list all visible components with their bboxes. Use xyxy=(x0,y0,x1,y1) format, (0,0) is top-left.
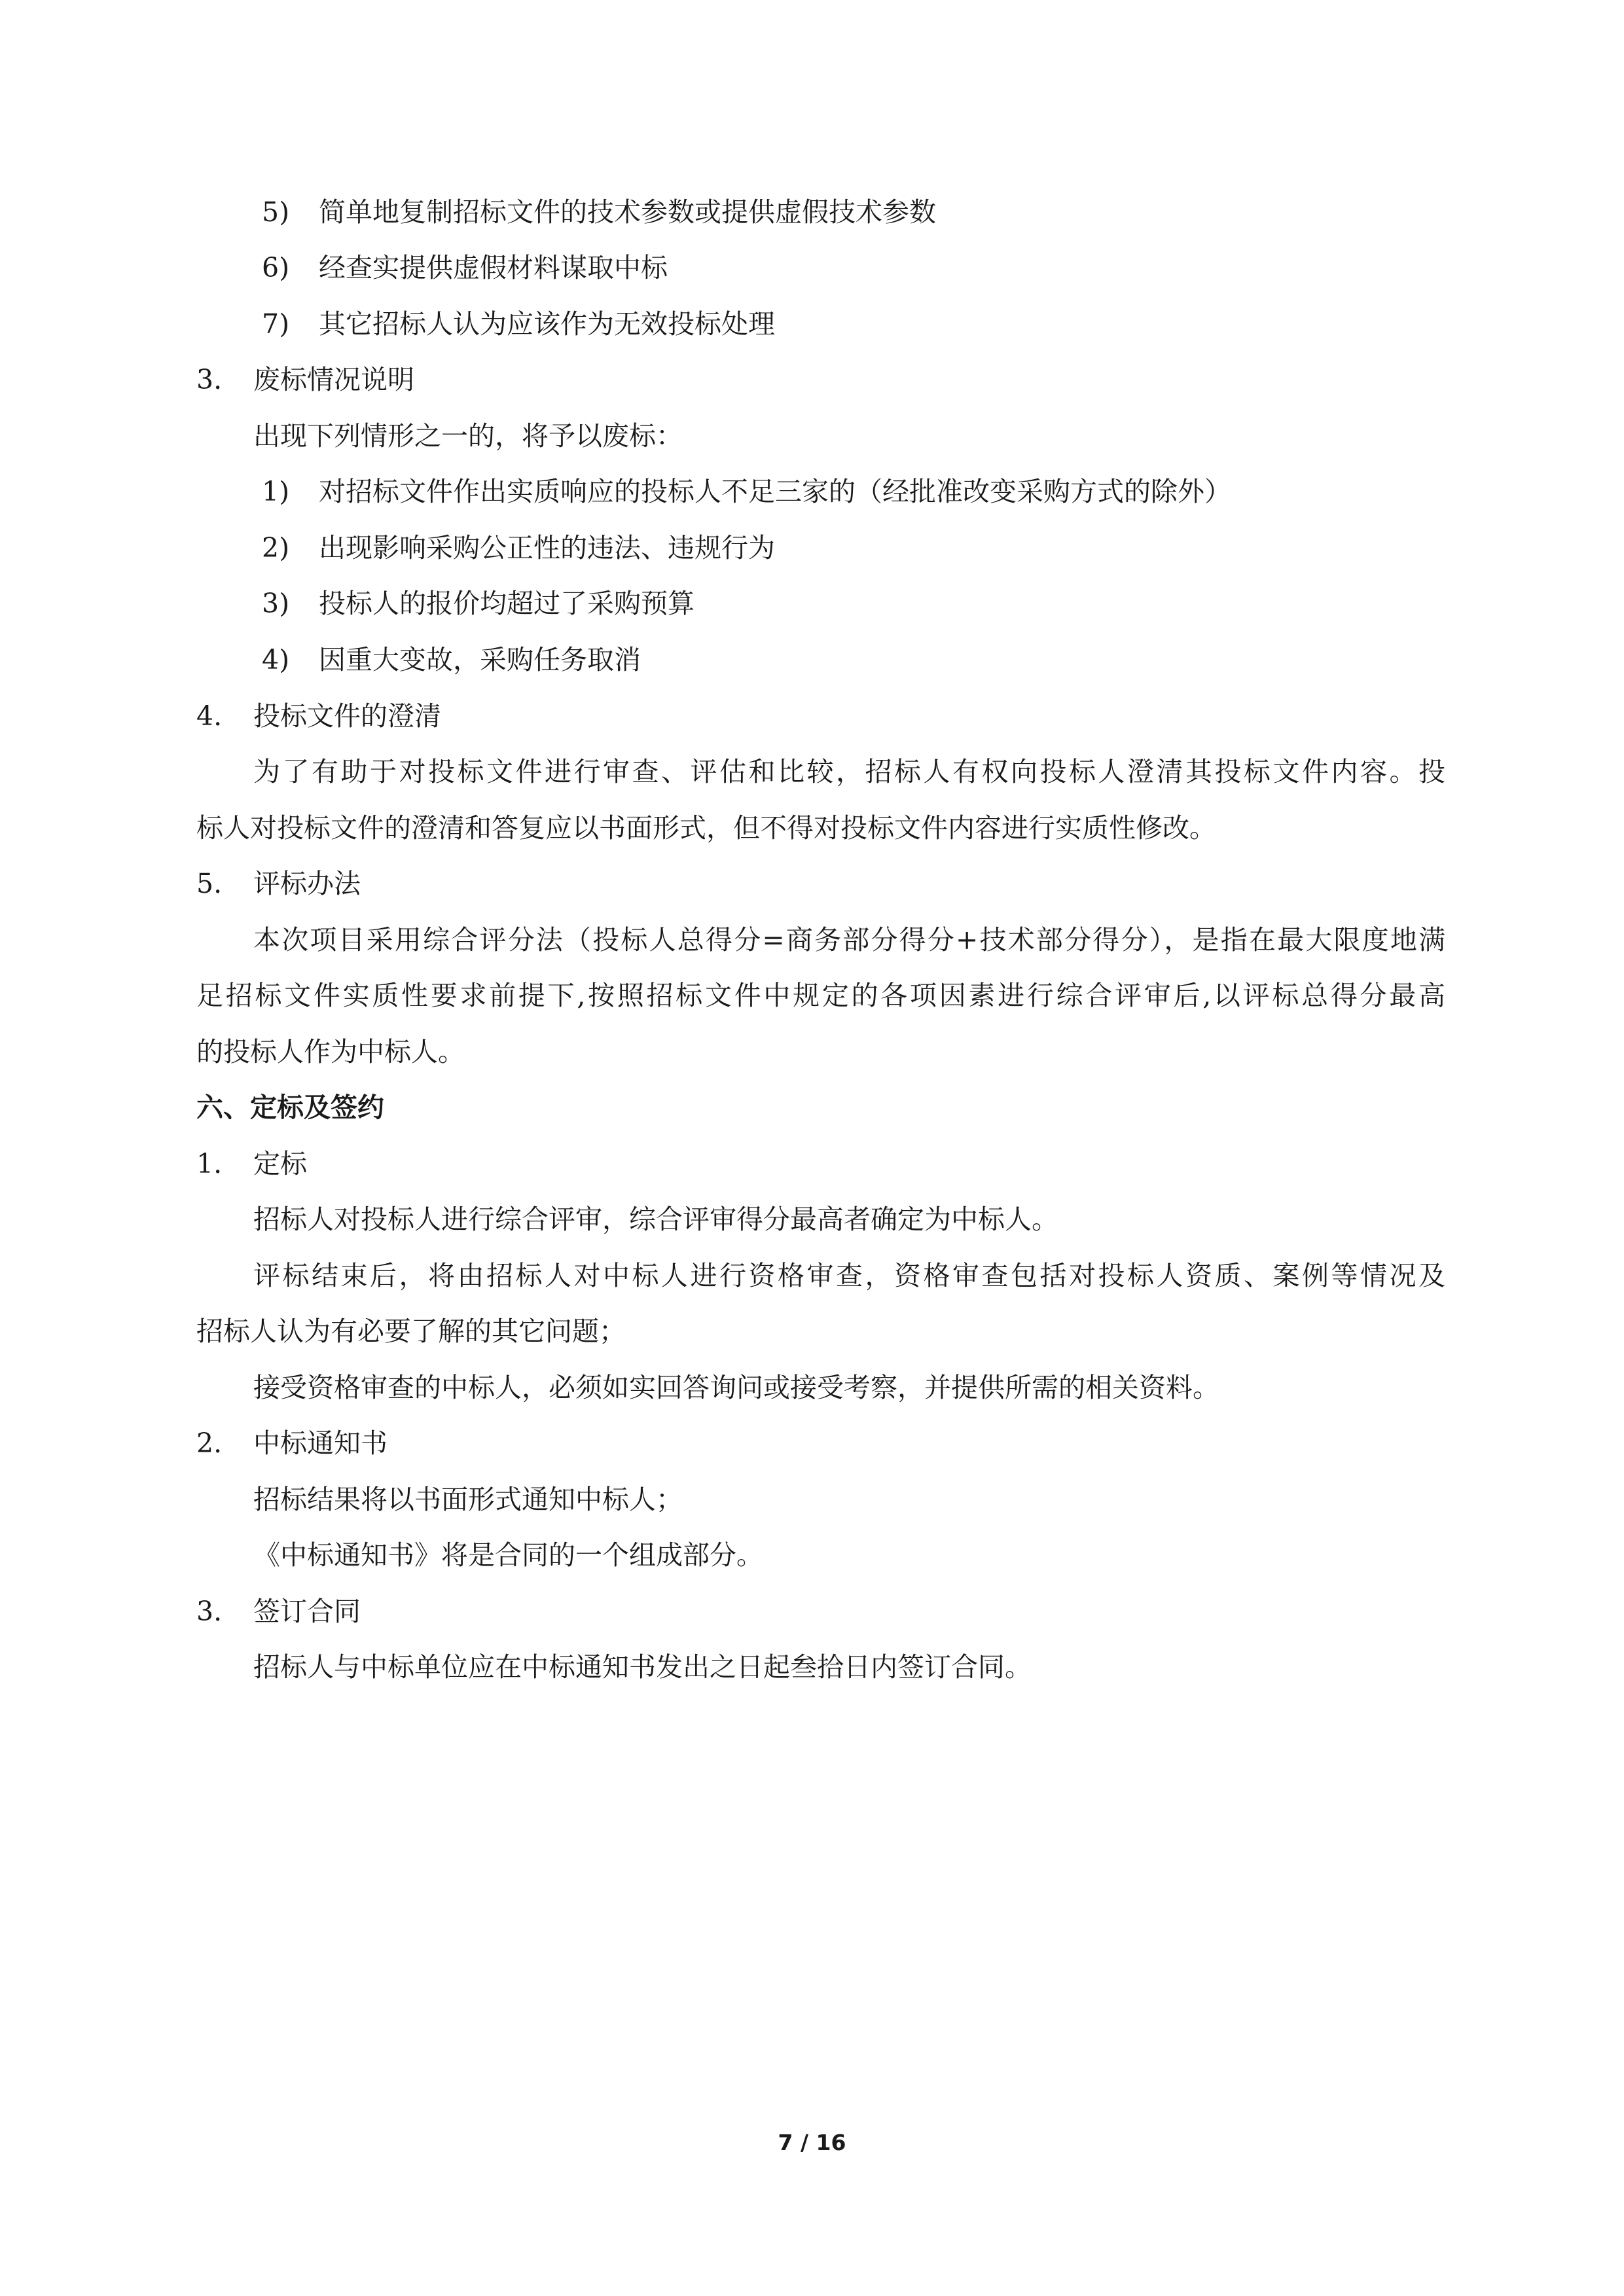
section-number: 5. xyxy=(196,868,223,899)
paragraph-line: 本次项目采用综合评分法（投标人总得分=商务部分得分+技术部分得分），是指在最大限度地满 xyxy=(253,924,1445,956)
section-title: 废标情况说明 xyxy=(253,364,414,395)
paragraph-line: 足招标文件实质性要求前提下,按照招标文件中规定的各项因素进行综合评审后,以评标总得分最高 xyxy=(196,980,1445,1011)
section-number: 4. xyxy=(196,700,223,732)
page-number: 7 / 16 xyxy=(778,2130,846,2155)
paragraph-line: 评标结束后，将由招标人对中标人进行资格审查，资格审查包括对投标人资质、案例等情况及 xyxy=(253,1260,1445,1291)
paragraph-line: 的投标人作为中标人。 xyxy=(196,1036,465,1067)
list-number: 7) xyxy=(262,308,290,340)
section-title: 中标通知书 xyxy=(253,1427,388,1459)
list-item: 因重大变故，采购任务取消 xyxy=(319,644,641,675)
section-number: 1. xyxy=(196,1148,223,1179)
paragraph: 出现下列情形之一的，将予以废标： xyxy=(253,420,683,452)
list-item: 投标人的报价均超过了采购预算 xyxy=(319,588,695,619)
list-item: 其它招标人认为应该作为无效投标处理 xyxy=(319,308,775,340)
chapter-heading: 六、定标及签约 xyxy=(196,1092,384,1123)
paragraph: 招标结果将以书面形式通知中标人； xyxy=(253,1484,683,1515)
list-item: 经查实提供虚假材料谋取中标 xyxy=(319,252,668,283)
section-number: 3. xyxy=(196,1596,223,1627)
list-item: 简单地复制招标文件的技术参数或提供虚假技术参数 xyxy=(319,196,936,228)
section-number: 3. xyxy=(196,364,223,395)
section-title: 定标 xyxy=(253,1148,307,1179)
list-number: 3) xyxy=(262,588,290,619)
section-title: 投标文件的澄清 xyxy=(253,700,441,732)
section-number: 2. xyxy=(196,1427,223,1459)
list-item: 对招标文件作出实质响应的投标人不足三家的（经批准改变采购方式的除外） xyxy=(319,476,1231,507)
list-number: 4) xyxy=(262,644,290,675)
paragraph-line: 招标人认为有必要了解的其它问题； xyxy=(196,1316,626,1347)
section-title: 评标办法 xyxy=(253,868,361,899)
paragraph: 招标人对投标人进行综合评审，综合评审得分最高者确定为中标人。 xyxy=(253,1204,1058,1235)
paragraph: 《中标通知书》将是合同的一个组成部分。 xyxy=(253,1539,763,1571)
list-number: 5) xyxy=(262,196,290,228)
list-number: 2) xyxy=(262,532,290,564)
paragraph-line: 标人对投标文件的澄清和答复应以书面形式，但不得对投标文件内容进行实质性修改。 xyxy=(196,812,1216,844)
list-number: 1) xyxy=(262,476,290,507)
section-title: 签订合同 xyxy=(253,1596,361,1627)
list-item: 出现影响采购公正性的违法、违规行为 xyxy=(319,532,775,564)
paragraph-line: 为了有助于对投标文件进行审查、评估和比较，招标人有权向投标人澄清其投标文件内容。投 xyxy=(253,756,1445,787)
paragraph: 招标人与中标单位应在中标通知书发出之日起叁拾日内签订合同。 xyxy=(253,1651,1032,1683)
list-number: 6) xyxy=(262,252,290,283)
paragraph: 接受资格审查的中标人，必须如实回答询问或接受考察，并提供所需的相关资料。 xyxy=(253,1372,1219,1403)
